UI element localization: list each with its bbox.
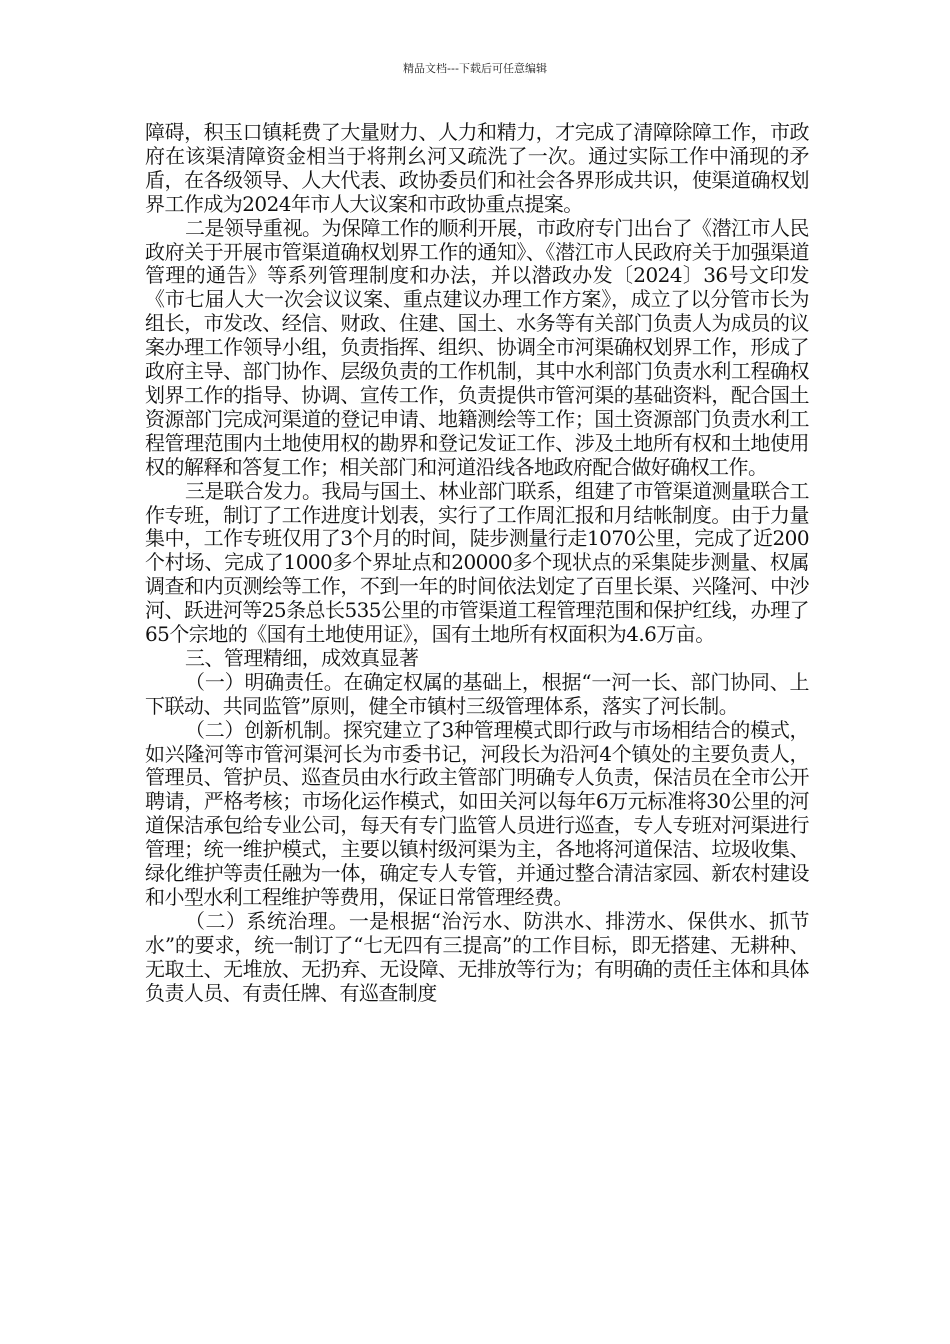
document-body	[145, 121, 809, 1006]
paragraph: 二是领导重视。为保障工作的顺利开展，市政府专门出台了《潜江市人民政府关于开展市管渠道确权划界工作的通知》、《潜江市人民政府关于加强渠道管理的通告》等系列管理制度和办法，并以潜政办发〔2024〕36号文印发《市七届人大一次会议议案、重点建议办理工作方案》，成立了以分管市长为组长，市发改、经信、财政、住建、国土、水务等有关部门负责人为成员的议案办理工作领导小组，负责指挥、组织、协调全市河渠确权划界工作，形成了政府主导、部门协作、层级负责的工作机制，其中水利部门负责水利工程确权划界工作的指导、协调、宣传工作，负责提供市管河渠的基础资料，配合国土资源部门完成河渠道的登记申请、地籍测绘等工作；国土资源部门负责水利工程管理范围内土地使用权的勘界和登记发证工作、涉及土地所有权和土地使用权的解释和答复工作；相关部门和河道沿线各地政府配合做好确权工作。	[145, 215, 809, 479]
paragraph: （一）明确责任。在确定权属的基础上，根据“一河一长、部门协同、上下联动、共同监管”原则，健全市镇村三级管理体系，落实了河长制。	[145, 669, 809, 718]
paragraph: （二）创新机制。探究建立了3种管理模式即行政与市场相结合的模式，如兴隆河等市管河渠河长为市委书记，河段长为沿河4个镇处的主要负责人，管理员、管护员、巡查员由水行政主管部门明确专人负责，保洁员在全市公开聘请，严格考核；市场化运作模式，如田关河以每年6万元标准将30公里的河道保洁承包给专业公司，每天有专门监管人员进行巡查，专人专班对河渠进行管理；统一维护模式，主要以镇村级河渠为主，各地将河道保洁、垃圾收集、绿化维护等责任融为一体，确定专人专管，并通过整合清洁家园、新农村建设和小型水利工程维护等费用，保证日常管理经费。	[145, 717, 809, 909]
paragraph: （二）系统治理。一是根据“治污水、防洪水、排涝水、保供水、抓节水”的要求，统一制订了“七无四有三提高”的工作目标，即无搭建、无耕种、无取土、无堆放、无扔弃、无设障、无排放等行为；有明确的责任主体和具体负责人员、有责任牌、有巡查制度	[145, 908, 809, 1005]
paragraph: 障碍，积玉口镇耗费了大量财力、人力和精力，才完成了清障除障工作，市政府在该渠清障资金相当于将荆幺河又疏洗了一次。通过实际工作中涌现的矛盾，在各级领导、人大代表、政协委员们和社会各界形成共识，使渠道确权划界工作成为2024年市人大议案和市政协重点提案。	[145, 120, 809, 216]
paragraph: 三是联合发力。我局与国土、林业部门联系，组建了市管渠道测量联合工作专班，制订了工作进度计划表，实行了工作周汇报和月结帐制度。由于力量集中，工作专班仅用了3个月的时间，陡步测量行走1070公里，完成了近200个村场、完成了1000多个界址点和20000多个现状点的采集陡步测量、权属调查和内页测绘等工作，不到一年的时间依法划定了百里长渠、兴隆河、中沙河、跃进河等25条总长535公里的市管渠道工程管理范围和保护红线，办理了65个宗地的《国有土地使用证》，国有土地所有权面积为4.6万亩。	[145, 478, 809, 647]
page-header: 精品文档---下载后可任意编辑	[403, 62, 547, 75]
section-heading: 三、管理精细，成效真显著	[185, 645, 419, 670]
